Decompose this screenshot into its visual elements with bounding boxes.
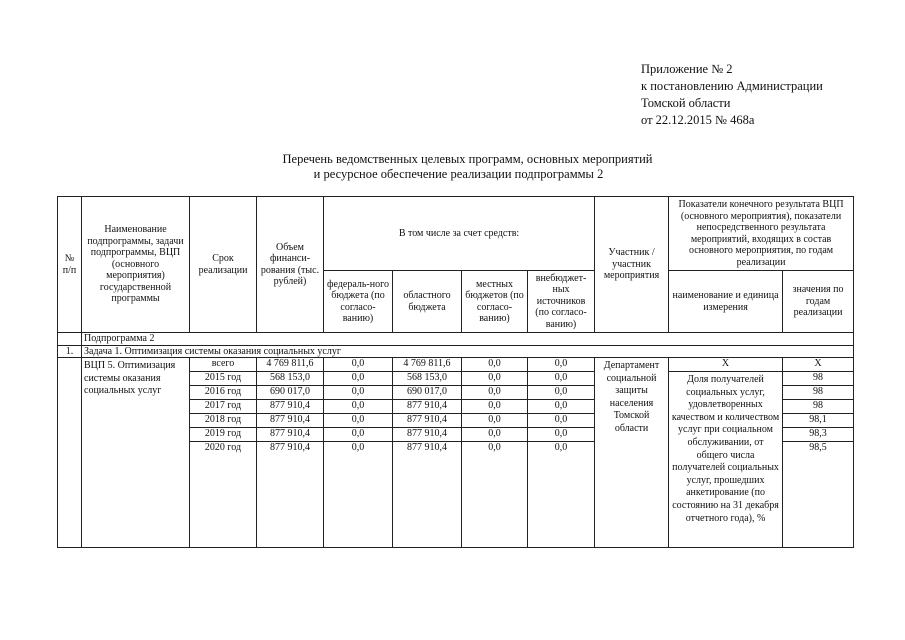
cell-federal: 0,0 [324, 386, 393, 400]
cell-term: 2018 год [190, 414, 257, 428]
cell-regional: 690 017,0 [393, 386, 462, 400]
cell-value: 98,1 [783, 414, 854, 428]
title-line: Перечень ведомственных целевых программ, основных мероприятий [282, 152, 653, 166]
cell-volume: 877 910,4 [257, 400, 324, 414]
cell-value: 98 [783, 386, 854, 400]
header-federal: федераль-ного бюджета (по согласо-ванию) [324, 271, 393, 333]
annex-line: Томской области [641, 96, 731, 110]
annex-line: к постановлению Администрации [641, 79, 823, 93]
header-name: Наименование подпрограммы, задачи подпрограммы, ВЦП (основного мероприятия) государственной программы [82, 197, 190, 333]
cell-x-name: Х [669, 358, 783, 372]
annex-block [641, 61, 823, 129]
cell-local: 0,0 [462, 428, 528, 442]
cell-local: 0,0 [462, 386, 528, 400]
title-line: и ресурсное обеспечение реализации подпрограммы 2 [313, 167, 604, 181]
cell-x-value: Х [783, 358, 854, 372]
document-title [0, 152, 905, 182]
task-row [58, 345, 854, 358]
cell-term: 2019 год [190, 428, 257, 442]
cell-local: 0,0 [462, 414, 528, 428]
cell-volume: 877 910,4 [257, 442, 324, 548]
cell-volume: 568 153,0 [257, 372, 324, 386]
cell-term: 2015 год [190, 372, 257, 386]
header-including: В том числе за счет средств: [324, 197, 595, 271]
cell-federal: 0,0 [324, 428, 393, 442]
indicator-name-cell: Доля получателей социальных услуг, удовлетворенных качеством и количеством услуг при социальном обслуживании, от общего числа получателей социальных услуг, прошедших анкетирование (по состоянию на 31 декабря отчетного года), % [669, 372, 783, 548]
cell-regional: 877 910,4 [393, 442, 462, 548]
cell-volume: 877 910,4 [257, 414, 324, 428]
cell-empty [58, 333, 82, 346]
cell-regional: 877 910,4 [393, 428, 462, 442]
subprogram-row [58, 333, 854, 346]
cell-term: 2016 год [190, 386, 257, 400]
cell-extra: 0,0 [528, 442, 595, 548]
cell-extra: 0,0 [528, 386, 595, 400]
cell-federal: 0,0 [324, 358, 393, 372]
cell-extra: 0,0 [528, 400, 595, 414]
cell-federal: 0,0 [324, 372, 393, 386]
task-label: Задача 1. Оптимизация системы оказания социальных услуг [82, 345, 854, 358]
cell-volume: 690 017,0 [257, 386, 324, 400]
cell-regional: 877 910,4 [393, 400, 462, 414]
cell-federal: 0,0 [324, 400, 393, 414]
cell-value: 98,5 [783, 442, 854, 548]
header-participant: Участник / участник мероприятия [595, 197, 669, 333]
header-extra: внебюджет-ных источников (по согласо-ванию) [528, 271, 595, 333]
annex-line: Приложение № 2 [641, 62, 733, 76]
cell-term: всего [190, 358, 257, 372]
header-indicator-values: значения по годам реализации [783, 271, 854, 333]
cell-value: 98 [783, 400, 854, 414]
cell-empty [58, 358, 82, 548]
cell-local: 0,0 [462, 400, 528, 414]
cell-extra: 0,0 [528, 428, 595, 442]
cell-local: 0,0 [462, 442, 528, 548]
header-volume: Объем финанси-рования (тыс. рублей) [257, 197, 324, 333]
cell-federal: 0,0 [324, 414, 393, 428]
cell-value: 98 [783, 372, 854, 386]
program-table [57, 196, 854, 548]
cell-extra: 0,0 [528, 414, 595, 428]
header-indicators: Показатели конечного результата ВЦП (основного мероприятия), показатели непосредственного результата мероприятий, входящих в состав основного мероприятия, по годам реализации [669, 197, 854, 271]
participant-cell: Департамент социальной защиты населения Томской области [595, 358, 669, 548]
program-name: ВЦП 5. Оптимизация системы оказания социальных услуг [82, 358, 190, 548]
subprogram-label: Подпрограмма 2 [82, 333, 854, 346]
cell-extra: 0,0 [528, 358, 595, 372]
cell-term: 2020 год [190, 442, 257, 548]
header-regional: областного бюджета [393, 271, 462, 333]
cell-term: 2017 год [190, 400, 257, 414]
cell-regional: 4 769 811,6 [393, 358, 462, 372]
header-num: № п/п [58, 197, 82, 333]
cell-regional: 877 910,4 [393, 414, 462, 428]
header-term: Срок реализации [190, 197, 257, 333]
cell-extra: 0,0 [528, 372, 595, 386]
header-local: местных бюджетов (по согласо-ванию) [462, 271, 528, 333]
header-indicator-name: наименование и единица измерения [669, 271, 783, 333]
task-num: 1. [58, 345, 82, 358]
cell-local: 0,0 [462, 358, 528, 372]
cell-local: 0,0 [462, 372, 528, 386]
annex-line: от 22.12.2015 № 468а [641, 113, 755, 127]
cell-regional: 568 153,0 [393, 372, 462, 386]
cell-volume: 4 769 811,6 [257, 358, 324, 372]
cell-federal: 0,0 [324, 442, 393, 548]
cell-volume: 877 910,4 [257, 428, 324, 442]
header-row [58, 197, 854, 271]
table-row [58, 358, 854, 372]
cell-value: 98,3 [783, 428, 854, 442]
